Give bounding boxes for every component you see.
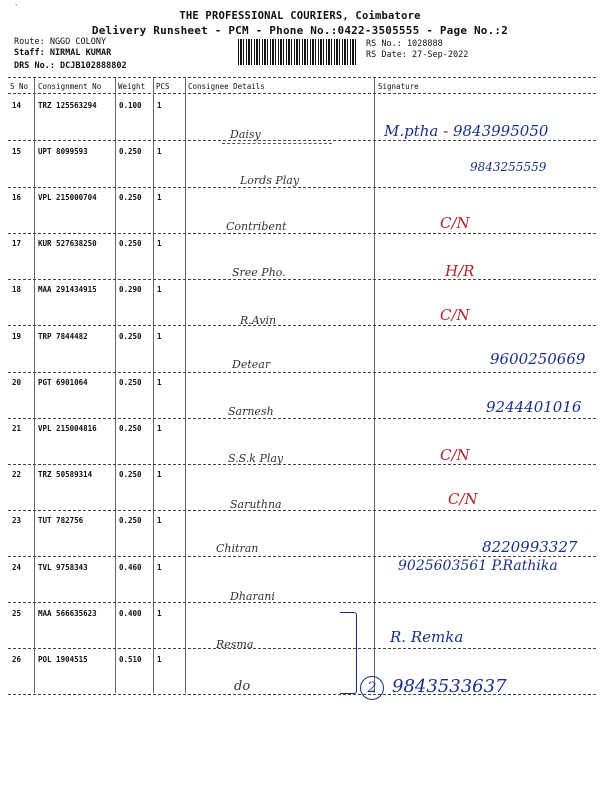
row-consignment: VPL 215000704 (38, 193, 97, 202)
row-weight: 0.250 (119, 239, 142, 248)
row-pcs: 1 (157, 147, 162, 156)
row-pcs: 1 (157, 655, 162, 664)
row-sno: 26 (12, 655, 22, 664)
row-consignment: TVL 9758343 (38, 563, 88, 572)
row-pcs: 1 (157, 609, 162, 618)
row-separator (8, 279, 596, 280)
row-pcs: 1 (157, 239, 162, 248)
row-consignment: PGT 6901064 (38, 378, 88, 387)
row-consignment: TUT 782756 (38, 516, 84, 525)
row-consignment: TRP 7844482 (38, 332, 88, 341)
row-sno: 20 (12, 378, 22, 387)
row-separator (8, 140, 596, 141)
consignee-name: Resma (216, 638, 254, 651)
row-pcs: 1 (157, 378, 162, 387)
row-sno: 25 (12, 609, 22, 618)
row-sno: 16 (12, 193, 22, 202)
row-sno: 24 (12, 563, 22, 572)
row-separator (8, 602, 596, 603)
column-divider (185, 78, 186, 693)
row-weight: 0.400 (119, 609, 142, 618)
row-weight: 0.250 (119, 378, 142, 387)
column-divider (34, 78, 35, 693)
consignee-name: Chitran (216, 542, 259, 555)
ink-bracket (340, 612, 357, 694)
receiver-signature: C/N (440, 446, 470, 464)
rs-number: RS No.: 1028888 (366, 39, 443, 49)
row-pcs: 1 (157, 424, 162, 433)
row-pcs: 1 (157, 332, 162, 341)
runsheet-subtitle: Delivery Runsheet - PCM - Phone No.:0422-3505555 - Page No.:2 (91, 24, 509, 37)
receiver-signature: C/N (440, 306, 470, 324)
row-separator (8, 418, 596, 419)
row-separator (8, 325, 596, 326)
receiver-signature: H/R (445, 262, 475, 280)
consignee-name: Contribent (226, 220, 287, 233)
row-sno: 23 (12, 516, 22, 525)
column-divider (374, 78, 375, 693)
row-weight: 0.250 (119, 332, 142, 341)
row-sno: 21 (12, 424, 22, 433)
row-consignment: POL 1904515 (38, 655, 88, 664)
route-label: Route: NGGO COLONY (14, 37, 107, 47)
row-consignment: VPL 215004816 (38, 424, 97, 433)
staff-label: Staff: NIRMAL KUMAR (14, 48, 112, 58)
consignee-name: Daisy (230, 128, 261, 141)
name-underline (222, 143, 332, 144)
table-top-rule (8, 77, 596, 78)
col-header-consignment: Consignment No (38, 82, 102, 91)
receiver-signature: R. Remka (390, 628, 464, 646)
row-consignment: MAA 291434915 (38, 285, 97, 294)
receiver-signature: 8220993327 (482, 538, 578, 556)
row-pcs: 1 (157, 285, 162, 294)
consignee-name: Sree Pho. (232, 266, 286, 279)
row-consignment: KUR 527638250 (38, 239, 97, 248)
header-bottom-rule (8, 93, 596, 94)
consignee-name: Dharani (230, 590, 275, 603)
row-sno: 14 (12, 101, 22, 110)
receiver-signature: 9600250669 (490, 350, 586, 368)
consignee-name: Saruthna (230, 498, 282, 511)
receiver-signature: C/N (440, 214, 470, 232)
row-sno: 17 (12, 239, 22, 248)
consignee-name: do (234, 679, 251, 694)
row-separator (8, 233, 596, 234)
row-sno: 15 (12, 147, 22, 156)
row-pcs: 1 (157, 516, 162, 525)
row-weight: 0.460 (119, 563, 142, 572)
col-header-pcs: PCS (156, 82, 170, 91)
row-pcs: 1 (157, 470, 162, 479)
row-weight: 0.250 (119, 470, 142, 479)
row-consignment: TRZ 50589314 (38, 470, 93, 479)
receiver-signature: 9843255559 (470, 160, 547, 174)
row-weight: 0.250 (119, 193, 142, 202)
row-separator (8, 556, 596, 557)
row-separator (8, 510, 596, 511)
receiver-signature: M.ptha - 9843995050 (384, 122, 549, 140)
scan-mark: ` (14, 4, 20, 14)
rs-date: RS Date: 27-Sep-2022 (366, 50, 469, 60)
consignee-name: Lords Play (240, 174, 300, 187)
company-title: THE PROFESSIONAL COURIERS, Coimbatore (179, 10, 421, 22)
row-sno: 19 (12, 332, 22, 341)
row-pcs: 1 (157, 193, 162, 202)
receiver-signature: 9244401016 (486, 398, 582, 416)
row-consignment: UPT 8099593 (38, 147, 88, 156)
column-divider (115, 78, 116, 693)
col-header-signature: Signature (378, 82, 419, 91)
receiver-signature: C/N (448, 490, 478, 508)
table-bottom-rule (8, 694, 596, 695)
row-separator (8, 372, 596, 373)
circled-number: 2 (360, 676, 384, 700)
col-header-consignee: Consignee Details (188, 82, 265, 91)
row-consignment: MAA 566635623 (38, 609, 97, 618)
row-weight: 0.100 (119, 101, 142, 110)
consignee-name: Detear (232, 358, 271, 371)
row-pcs: 1 (157, 101, 162, 110)
consignee-name: S.S.k Play (228, 452, 284, 465)
row-weight: 0.250 (119, 147, 142, 156)
row-sno: 18 (12, 285, 22, 294)
consignee-name: R.Avin (240, 314, 277, 327)
col-header-sno: S No (10, 82, 29, 91)
receiver-signature: 9025603561 P.Rathika (398, 558, 558, 574)
consignee-name: Sarnesh (228, 405, 274, 418)
row-weight: 0.290 (119, 285, 142, 294)
col-header-weight: Weight (118, 82, 146, 91)
row-separator (8, 187, 596, 188)
row-weight: 0.510 (119, 655, 142, 664)
row-weight: 0.250 (119, 516, 142, 525)
barcode-image (238, 39, 356, 65)
column-divider (153, 78, 154, 693)
receiver-signature: 9843533637 (392, 676, 507, 697)
row-consignment: TRZ 125563294 (38, 101, 97, 110)
row-sno: 22 (12, 470, 22, 479)
row-pcs: 1 (157, 563, 162, 572)
row-separator (8, 464, 596, 465)
row-separator (8, 648, 596, 649)
drs-number: DRS No.: DCJB102888802 (14, 61, 127, 71)
row-weight: 0.250 (119, 424, 142, 433)
